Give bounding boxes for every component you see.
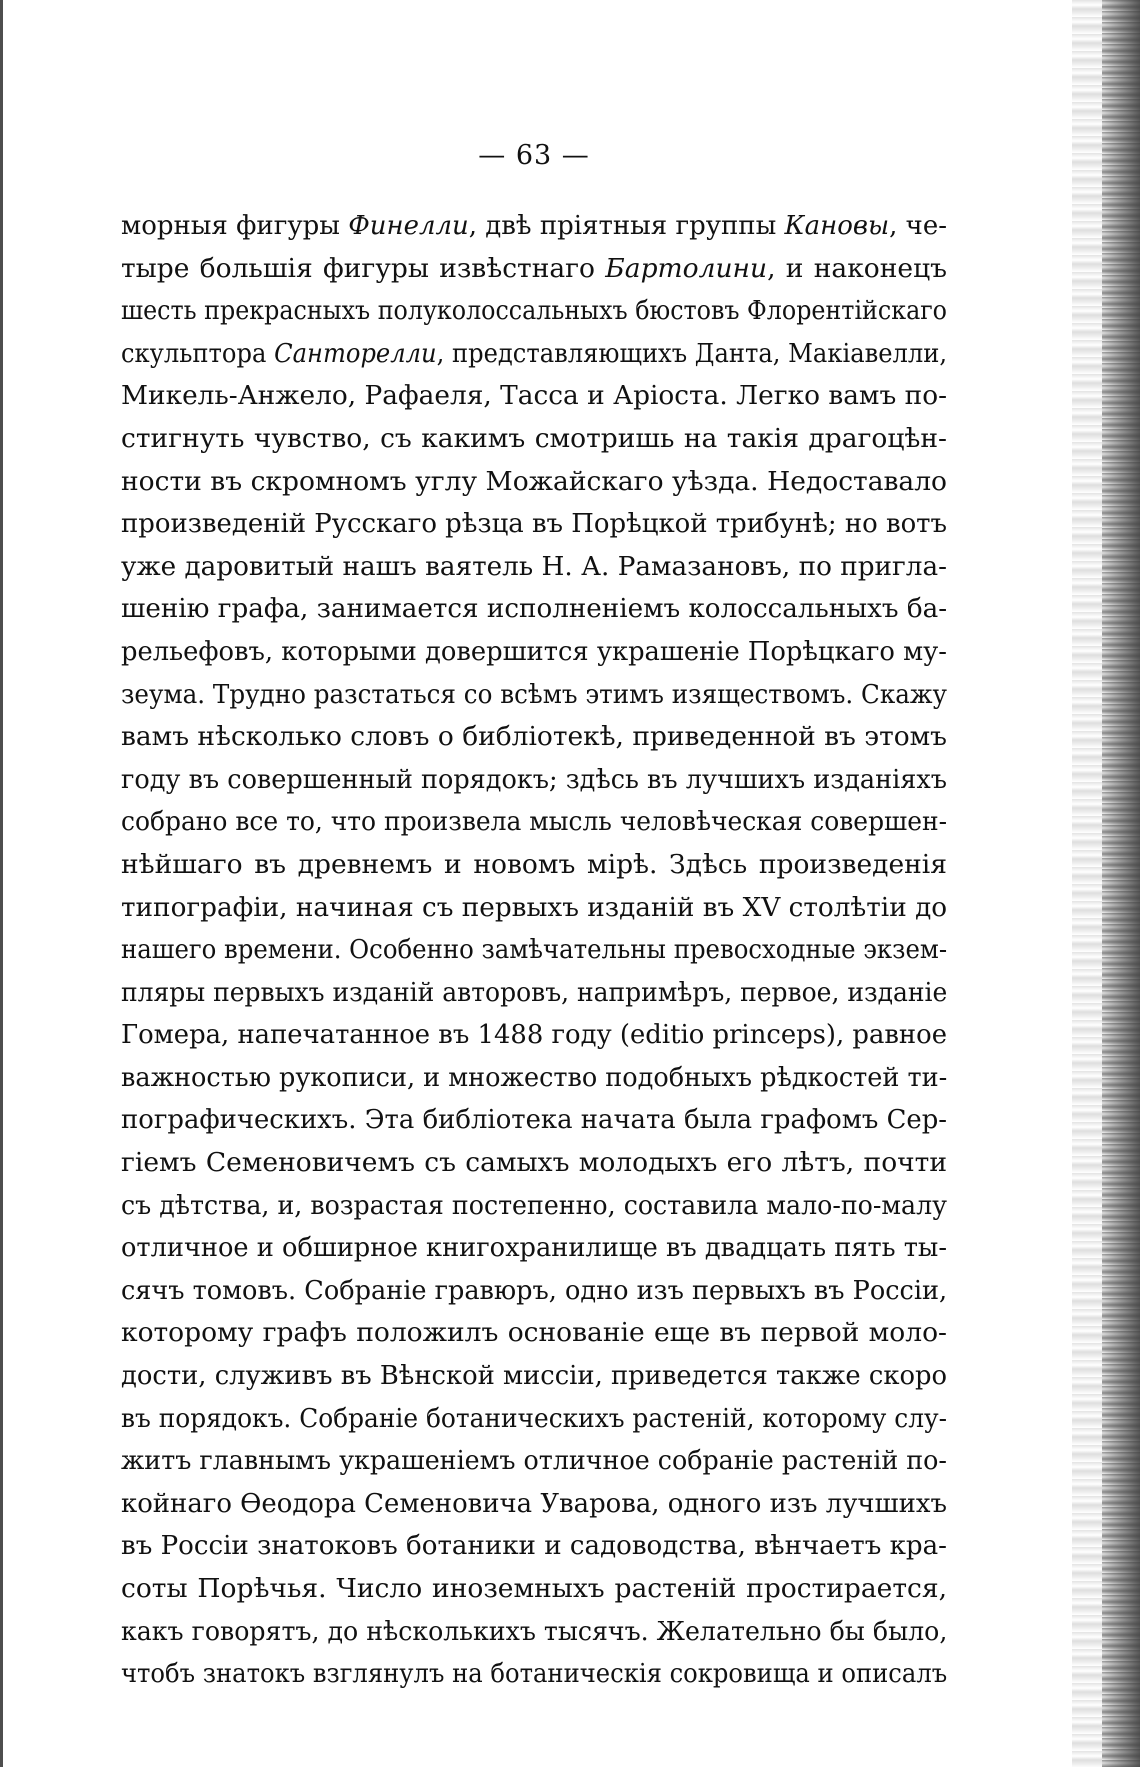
text-segment: шенію графа, занимается исполненіемъ колоссальныхъ ба- xyxy=(121,593,948,625)
text-segment: чтобъ знатокъ взглянулъ на ботаническія сокровища и описалъ xyxy=(121,1658,948,1690)
text-line xyxy=(121,1525,947,1568)
text-line xyxy=(121,1483,947,1526)
text-line xyxy=(121,461,947,504)
text-segment: Микель-Анжело, Рафаеля, Тасса и Аріоста. Легко вамъ по- xyxy=(121,380,947,412)
scan-right-edge xyxy=(1102,0,1140,1767)
text-segment: сячъ томовъ. Собраніе гравюръ, одно изъ первыхъ въ Россіи, xyxy=(121,1274,948,1306)
italic-name: Бартолини xyxy=(605,252,768,284)
text-line xyxy=(121,1653,947,1696)
text-segment: морныя фигуры xyxy=(121,210,349,241)
text-line xyxy=(121,929,947,972)
text-segment: пляры первыхъ изданій авторовъ, напримѣръ, первое, изданіе xyxy=(121,976,948,1008)
text-segment: рельефовъ, которыми довершится украшеніе Порѣцкаго му- xyxy=(121,635,947,667)
text-line xyxy=(121,972,947,1015)
text-line xyxy=(121,546,947,589)
text-segment: ности въ скромномъ углу Можайскаго уѣзда. Недоставало xyxy=(121,465,947,497)
text-line xyxy=(121,759,947,802)
text-segment: вамъ нѣсколько словъ о библіотекѣ, приведенной въ этомъ xyxy=(121,721,947,753)
text-line xyxy=(121,1057,947,1100)
text-segment: нашего времени. Особенно замѣчательны превосходные экзем- xyxy=(121,934,948,966)
text-line xyxy=(121,205,947,248)
text-line xyxy=(121,375,947,418)
text-line xyxy=(121,1355,947,1398)
text-line xyxy=(121,248,947,291)
text-segment: съ дѣтства, и, возрастая постепенно, составила мало-по-малу xyxy=(121,1189,947,1221)
text-segment: соты Порѣчья. Число иноземныхъ растеній простирается, xyxy=(121,1573,947,1604)
text-segment: отличное и обширное книгохранилище въ двадцать пять ты- xyxy=(121,1232,947,1264)
text-segment: пографическихъ. Эта библіотека начата была графомъ Сер- xyxy=(121,1104,947,1136)
text-line xyxy=(121,290,947,333)
text-segment: нѣйшаго въ древнемъ и новомъ мірѣ. Здѣсь произведенія xyxy=(121,848,947,880)
text-line xyxy=(121,418,947,461)
text-segment: произведеній Русскаго рѣзца въ Порѣцкой трибунѣ; но вотъ xyxy=(121,508,948,540)
text-line xyxy=(121,503,947,546)
text-line xyxy=(121,844,947,887)
text-line xyxy=(121,801,947,844)
italic-name: Санторелли xyxy=(274,337,437,369)
text-line xyxy=(121,1568,947,1611)
page-number: — 63 — xyxy=(478,140,590,171)
italic-name: Финелли xyxy=(348,210,469,241)
text-segment: Гомера, напечатанное въ 1488 году (editio princeps), равное xyxy=(121,1019,948,1051)
text-segment: уже даровитый нашъ ваятель Н. А. Рамазановъ, по пригла- xyxy=(121,550,947,582)
text-line xyxy=(121,887,947,930)
text-segment: которому графъ положилъ основаніе еще въ первой моло- xyxy=(121,1317,947,1349)
text-segment: въ порядокъ. Собраніе ботаническихъ растеній, которому слу- xyxy=(121,1402,947,1434)
text-segment: койнаго Ѳеодора Семеновича Уварова, одного изъ лучшихъ xyxy=(121,1487,947,1519)
text-line xyxy=(121,1398,947,1441)
text-line xyxy=(121,1270,947,1313)
scan-left-edge xyxy=(0,0,3,1767)
text-line xyxy=(121,716,947,759)
text-segment: году въ совершенный порядокъ; здѣсь въ лучшихъ изданіяхъ xyxy=(121,763,947,795)
text-segment: , и наконецъ xyxy=(767,252,947,284)
text-segment: стигнуть чувство, съ какимъ смотришь на такія драгоцѣн- xyxy=(121,422,947,454)
text-line xyxy=(121,1099,947,1142)
text-segment: въ Россіи знатоковъ ботаники и садоводства, вѣнчаетъ кра- xyxy=(121,1530,947,1562)
text-segment: житъ главнымъ украшеніемъ отличное собраніе растеній по- xyxy=(121,1445,947,1477)
text-line xyxy=(121,1014,947,1057)
text-line xyxy=(121,1312,947,1355)
body-text xyxy=(121,205,947,1696)
italic-name: Кановы xyxy=(784,210,890,241)
text-segment: гіемъ Семеновичемъ съ самыхъ молодыхъ его лѣтъ, почти xyxy=(121,1147,947,1179)
text-line xyxy=(121,588,947,631)
text-segment: , двѣ пріятныя группы xyxy=(468,210,785,241)
text-segment: важностью рукописи, и множество подобныхъ рѣдкостей ти- xyxy=(121,1061,948,1093)
text-segment: скульптора xyxy=(121,337,275,369)
text-line xyxy=(121,1185,947,1228)
text-line xyxy=(121,674,947,717)
text-segment: зеума. Трудно разстаться со всѣмъ этимъ изяществомъ. Скажу xyxy=(121,678,947,710)
text-segment: какъ говорятъ, до нѣсколькихъ тысячъ. Желательно бы было, xyxy=(121,1615,948,1647)
text-line xyxy=(121,1440,947,1483)
text-line xyxy=(121,1611,947,1654)
text-line xyxy=(121,1227,947,1270)
text-line xyxy=(121,631,947,674)
text-segment: тыре большія фигуры извѣстнаго xyxy=(121,252,606,284)
text-line xyxy=(121,1142,947,1185)
text-segment: шесть прекрасныхъ полуколоссальныхъ бюстовъ Флорентійскаго xyxy=(121,295,947,327)
text-line xyxy=(121,333,947,376)
scan-right-shadow xyxy=(1072,0,1102,1767)
text-segment: , представляющихъ Данта, Макіавелли, xyxy=(436,337,948,369)
text-segment: , че- xyxy=(889,210,947,241)
text-segment: дости, служивъ въ Вѣнской миссіи, приведется также скоро xyxy=(121,1360,947,1392)
text-segment: собрано все то, что произвела мысль человѣческая совершен- xyxy=(121,806,947,838)
text-segment: типографіи, начиная съ первыхъ изданій въ XV столѣтіи до xyxy=(121,891,948,923)
